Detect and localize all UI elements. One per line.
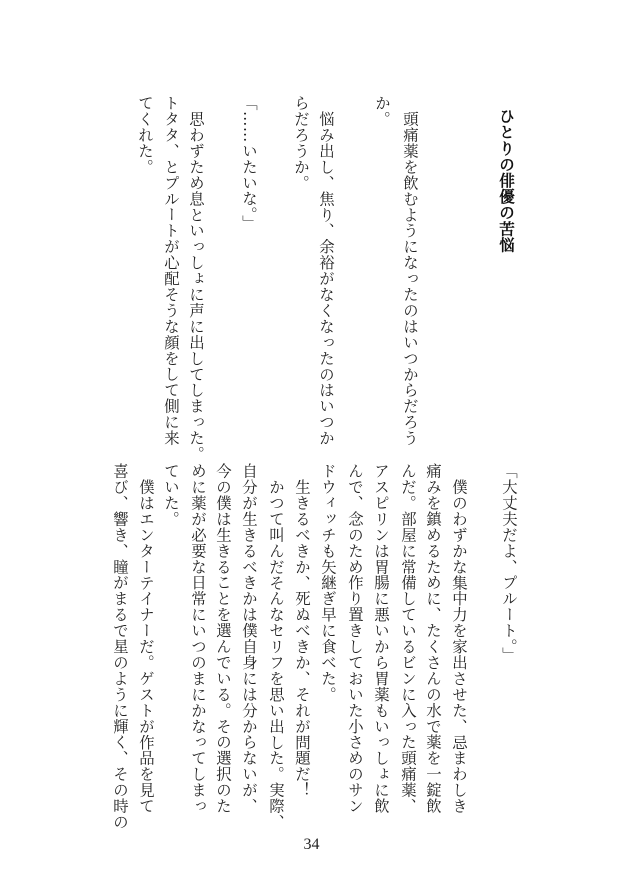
text-column: かつて叫んだそんなセリフを思い出した。実際、: [267, 479, 285, 830]
text-column: ドウィッチも矢継ぎ早に食べた。: [319, 463, 337, 703]
text-column: 思わずため息といっしょに声に出してしまった。: [187, 111, 205, 462]
text-column: 僕のわずかな集中力を家出させた、忌まわしき: [450, 479, 468, 814]
text-column: か。: [373, 95, 391, 127]
text-column: 僕はエンターテイナーだ。ゲストが作品を見て: [137, 479, 155, 814]
text-column: ていた。: [162, 463, 180, 527]
text-column: 喜び、響き、瞳がまるで星のように輝く、その時の: [111, 463, 129, 830]
text-column: んだ。部屋に常備しているビンに入った頭痛薬、: [399, 463, 417, 814]
text-column: トタタ、とプルートが心配そうな顔をして側に来: [162, 95, 180, 446]
text-column: 「大丈夫だよ、プルート。」: [500, 463, 518, 663]
page-number: 34: [303, 836, 320, 853]
text-column: んで、念のため作り置きしておいた小さめのサン: [346, 463, 364, 814]
text-column: 頭痛薬を飲むようになったのはいつからだろう: [401, 111, 419, 446]
text-column: てくれた。: [136, 95, 154, 175]
text-column: 自分が生きるべきかは僕自身には分からないが、: [240, 463, 258, 814]
text-column: らだろうか。: [292, 95, 310, 191]
text-column: アスピリンは胃腸に悪いから胃薬もいっしょに飲: [372, 463, 390, 814]
text-column: 悩み出し、焦り、余裕がなくなったのはいつか: [317, 111, 335, 446]
chapter-title: ひとりの俳優の苦悩: [497, 108, 515, 253]
text-column: 痛みを鎮めるために、たくさんの水で薬を一錠飲: [424, 463, 442, 814]
text-column: 「……いたいな。」: [240, 95, 258, 231]
text-column: 生きるべきか、死ぬべきか、それが問題だ！: [293, 479, 311, 798]
text-column: めに薬が必要な日常にいつのまにかなってしまっ: [189, 463, 207, 814]
text-column: 今の僕は生きることを選んでいる。その選択のた: [214, 463, 232, 814]
